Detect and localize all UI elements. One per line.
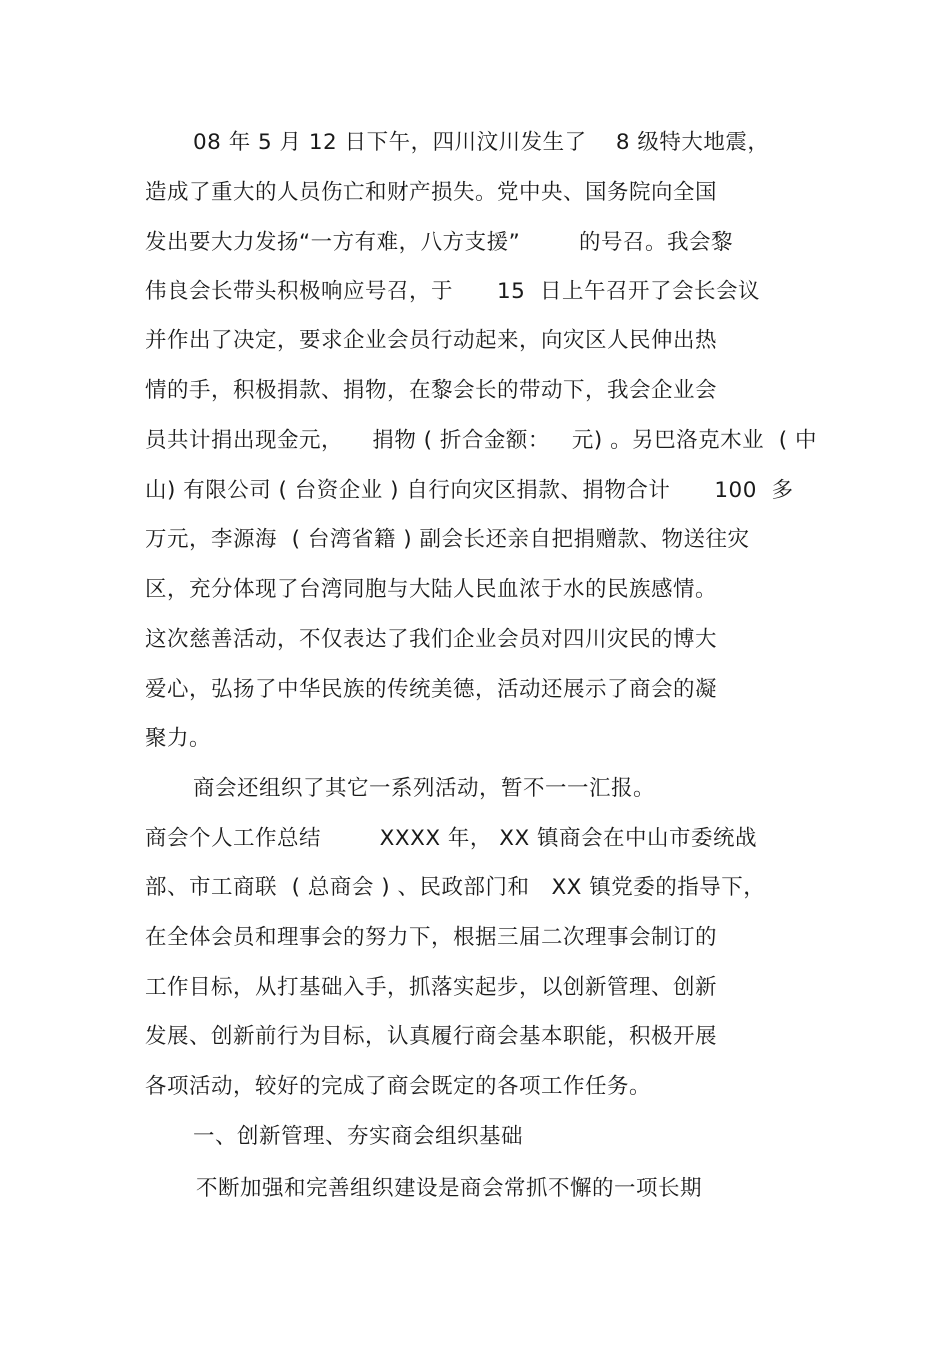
paragraph-line: 发出要大力发扬“一方有难，八方支援” 的号召。我会黎: [145, 230, 733, 255]
paragraph-line: 08 年 5 月 12 日下午，四川汶川发生了 8 级特大地震，: [193, 130, 770, 155]
paragraph-line: 工作目标，从打基础入手，抓落实起步，以创新管理、创新: [145, 975, 718, 1000]
paragraph-line: 情的手，积极捐款、捐物，在黎会长的带动下，我会企业会: [145, 378, 718, 403]
paragraph-line: 区，充分体现了台湾同胞与大陆人民血浓于水的民族感情。: [145, 577, 718, 602]
paragraph-line: 员共计捐出现金元， 捐物 ( 折合金额： 元) 。另巴洛克木业 ( 中: [145, 428, 818, 453]
paragraph-line: 商会还组织了其它一系列活动，暂不一一汇报。: [193, 776, 656, 801]
paragraph-line: 在全体会员和理事会的努力下，根据三届二次理事会制订的: [145, 925, 718, 950]
paragraph-line: 爱心，弘扬了中华民族的传统美德，活动还展示了商会的凝: [145, 677, 718, 702]
paragraph-line: 聚力。: [145, 726, 212, 751]
paragraph-line: 并作出了决定，要求企业会员行动起来，向灾区人民伸出热: [145, 328, 718, 353]
paragraph-line: 部、市工商联 ( 总商会 ) 、民政部门和 XX 镇党委的指导下，: [145, 875, 766, 900]
paragraph-line: 万元，李源海 ( 台湾省籍 ) 副会长还亲自把捐赠款、物送往灾: [145, 527, 750, 552]
paragraph-line: 伟良会长带头积极响应号召，于 15 日上午召开了会长会议: [145, 279, 761, 304]
paragraph-line: 发展、创新前行为目标，认真履行商会基本职能，积极开展: [145, 1024, 718, 1049]
section-heading: 一、创新管理、夯实商会组织基础: [193, 1124, 524, 1149]
paragraph-line: 各项活动，较好的完成了商会既定的各项工作任务。: [145, 1074, 652, 1099]
paragraph-line: 商会个人工作总结 XXXX 年， XX 镇商会在中山市委统战: [145, 826, 758, 851]
paragraph-line: 不断加强和完善组织建设是商会常抓不懈的一项长期: [196, 1176, 703, 1201]
paragraph-line: 这次慈善活动，不仅表达了我们企业会员对四川灾民的博大: [145, 627, 718, 652]
paragraph-line: 山) 有限公司 ( 台资企业 ) 自行向灾区捐款、捐物合计 100 多: [145, 478, 794, 503]
paragraph-line: 造成了重大的人员伤亡和财产损失。党中央、国务院向全国: [145, 180, 718, 205]
